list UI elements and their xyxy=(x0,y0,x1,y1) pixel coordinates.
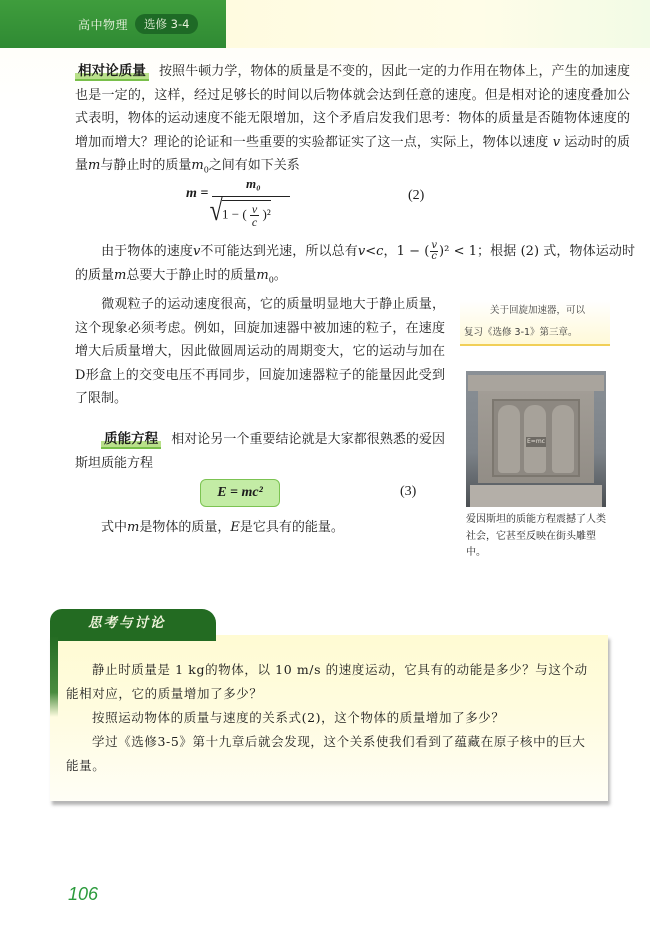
relativistic-mass-paragraph: 相对论质量 按照牛顿力学，物体的质量是不变的，因此一定的力作用在物体上，产生的加速度也是一定的，这样，经过足够长的时间以后物体就会达到任意的速度。但是相对论的速度叠加公式表明，物体的运动速度不能无限增加，这个矛盾启发我们思考：物体的质量是否随物体速度的增加而增大？理论的论证和一些重要的实验都证实了这一点，实际上，物体以速度 v 运动时的质量m与静止时的质量$m_0$之间有如下关系 xyxy=(75,63,630,175)
equation-number-3: (3) xyxy=(400,484,417,499)
equation-number-2: (2) xyxy=(408,188,425,203)
page-number: 106 xyxy=(68,884,99,904)
numerator: m₀ xyxy=(246,176,261,191)
micro-particle-paragraph: 微观粒子的运动速度很高，它的质量明显地大于静止质量，这个现象必须考虑。例如，回旋加速器中被加速的粒子，在速度增大后质量增大，因此做圆周运动的周期变大，它的运动与加在D形盒上的交变电压不再同步，回旋加速器粒子的能量因此受到了限制。 xyxy=(75,297,445,406)
discussion-title: 思考与讨论 xyxy=(50,609,216,637)
equation-2: m = m₀ √ 1 − ( $\frac{v}{c}$ )² xyxy=(186,176,446,232)
discussion-questions xyxy=(66,658,596,778)
term-relativistic-mass: 相对论质量 xyxy=(75,63,149,81)
header-band xyxy=(0,0,226,48)
energy-definition-paragraph: 式中m是物体的质量，E是它具有的能量。 xyxy=(101,520,344,535)
fraction-bar xyxy=(212,196,290,197)
term-mass-energy: 质能方程 xyxy=(101,431,161,449)
discussion-question-3: 学过《选修3-5》第十九章后就会发现，这个关系使我们看到了蕴藏在原子核中的巨大能量。 xyxy=(66,734,586,773)
speed-limit-paragraph: 由于物体的速度v不可能达到光速，所以总有v<c，1 − ( $\frac{v}{c}$ )² < 1；根据 (2) 式，物体运动时的质量m总要大于静止时的质量$m_0$。 xyxy=(75,240,635,285)
plaque: E=mc xyxy=(527,438,545,445)
discussion-question-2: 按照运动物体的质量与速度的关系式(2)，这个物体的质量增加了多少？ xyxy=(92,710,505,725)
header-strip xyxy=(226,0,650,48)
sqrt-symbol: √ xyxy=(209,194,223,227)
volume-badge: 选修 3-4 xyxy=(135,14,198,34)
side-note: 关于回旋加速器，可以 复习《选修 3-1》第三章。 xyxy=(460,300,610,346)
equation-3: E = mc² xyxy=(200,479,280,507)
discussion-question-1: 静止时质量是 1 kg的物体，以 10 m/s 的速度运动，它具有的动能是多少？与这个动能相对应，它的质量增加了多少？ xyxy=(66,662,588,701)
book-title: 高中物理 xyxy=(78,17,129,32)
denominator: 1 − ( $\frac{v}{c}$ )² xyxy=(222,202,271,229)
photo-caption: 爱因斯坦的质能方程震撼了人类社会，它甚至反映在街头雕塑中。 xyxy=(466,514,606,558)
mass-energy-paragraph: 质能方程 相对论另一个重要结论就是大家都很熟悉的爱因斯坦质能方程 xyxy=(75,431,445,471)
einstein-sculpture-photo xyxy=(466,371,606,507)
